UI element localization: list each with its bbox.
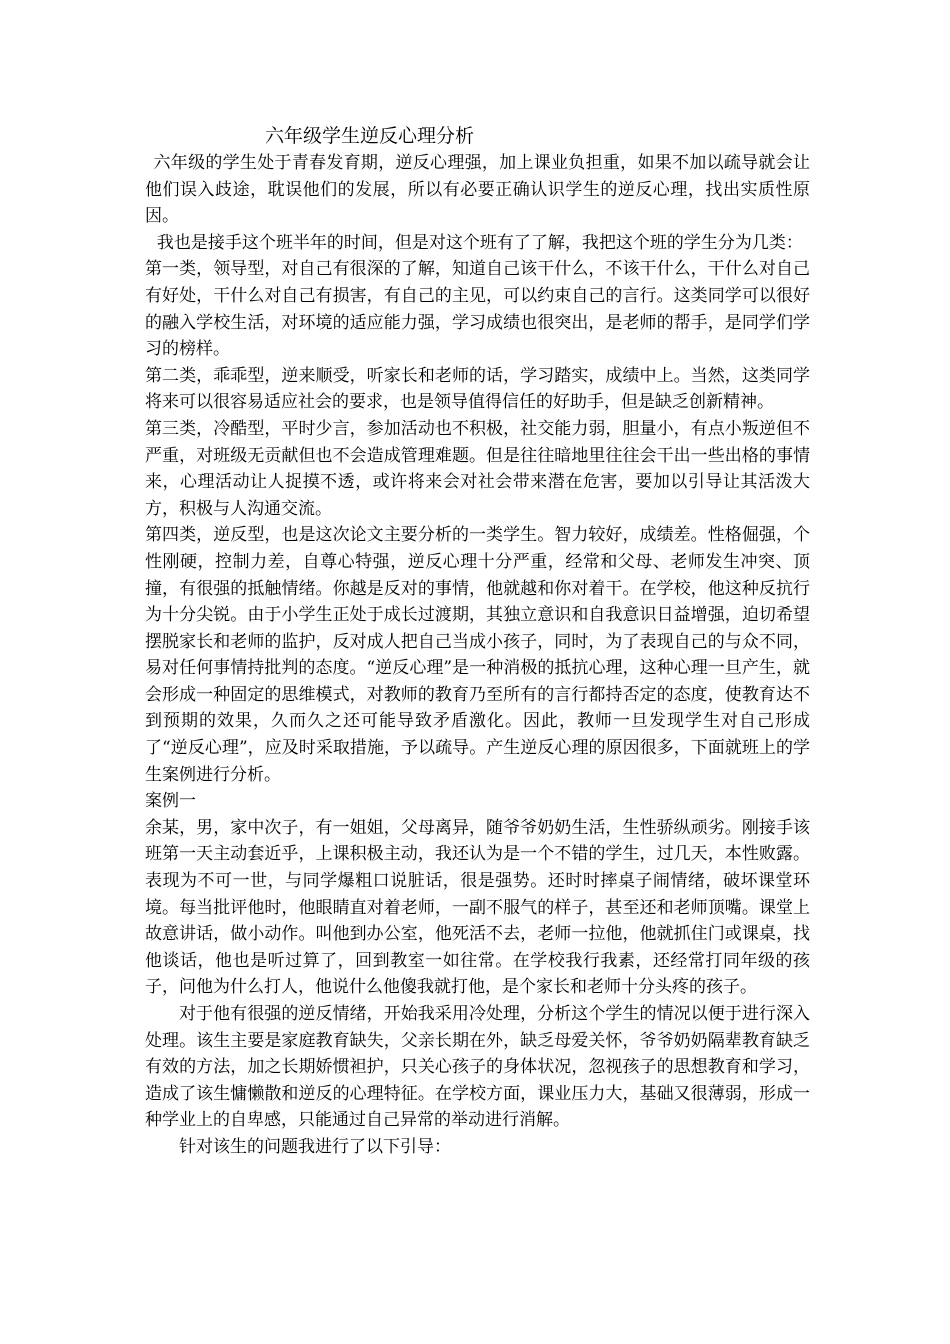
intro-paragraph: 六年级的学生处于青春发育期，逆反心理强，加上课业负担重，如果不加以疏导就会让他们误入歧途，耽误他们的发展，所以有必要正确认识学生的逆反心理，找出实质性原因。: [145, 153, 810, 227]
category-four-paragraph: 第四类，逆反型，也是这次论文主要分析的一类学生。智力较好，成绩差。性格倔强，个性刚硬，控制力差，自尊心特强，逆反心理十分严重，经常和父母、老师发生冲突、顶撞，有很强的抵触情绪。你越是反对的事情，他就越和你对着干。在学校，他这种反抗行为十分尖锐。由于小学生正处于成长过渡期，其独立意识和自我意识日益增强，迫切希望摆脱家长和老师的监护，反对成人把自己当成小孩子，同时，为了表现自己的与众不同，易对任何事情持批判的态度。“逆反心理”是一种消极的抵抗心理，这种心理一旦产生，就会形成一种固定的思维模式，对教师的教育乃至所有的言行都持否定的态度，使教育达不到预期的效果，久而久之还可能导致矛盾激化。因此，教师一旦发现学生对自己形成了“逆反心理”，应及时采取措施，予以疏导。产生逆反心理的原因很多，下面就班上的学生案例进行分析。: [145, 525, 810, 785]
case-analysis-paragraph: 对于他有很强的逆反情绪，开始我采用冷处理，分析这个学生的情况以便于进行深入处理。该生主要是家庭教育缺失，父亲长期在外，缺乏母爱关怀，爷爷奶奶隔辈教育缺乏有效的方法，加之长期娇惯袒护，只关心孩子的身体状况，忽视孩子的思想教育和学习，造成了该生慵懒散和逆反的心理特征。在学校方面，课业压力大，基础又很薄弱，形成一种学业上的自卑感，只能通过自己异常的举动进行消解。: [145, 1004, 810, 1131]
classification-intro-paragraph: 我也是接手这个班半年的时间，但是对这个班有了了解，我把这个班的学生分为几类：: [156, 232, 803, 253]
category-two-paragraph: 第二类，乖乖型，逆来顺受，听家长和老师的话，学习踏实，成绩中上。当然，这类同学将来可以很容易适应社会的要求，也是领导值得信任的好助手，但是缺乏创新精神。: [145, 365, 810, 413]
category-three-paragraph: 第三类，冷酷型，平时少言，参加活动也不积极，社交能力弱，胆量小，有点小叛逆但不严重，对班级无贡献但也不会造成管理难题。但是往往暗地里往往会干出一些出格的事情来，心理活动让人捉摸不透，或许将来会对社会带来潜在危害，要加以引导让其活泼大方，积极与人沟通交流。: [145, 418, 810, 519]
guidance-intro-paragraph: 针对该生的问题我进行了以下引导：: [179, 1136, 451, 1157]
case-heading: 案例一: [145, 791, 196, 812]
category-one-paragraph: 第一类，领导型，对自己有很深的了解，知道自己该干什么，不该干什么，干什么对自己有好处，干什么对自己有损害，有自己的主见，可以约束自己的言行。这类同学可以很好的融入学校生活，对环境的适应能力强，学习成绩也很突出，是老师的帮手，是同学们学习的榜样。: [145, 259, 810, 360]
document-page: [145, 122, 810, 1161]
case-description-paragraph: 余某，男，家中次子，有一姐姐，父母离异，随爷爷奶奶生活，生性骄纵顽劣。刚接手该班第一天主动套近乎，上课积极主动，我还认为是一个不错的学生，过几天，本性败露。表现为不可一世，与同学爆粗口说脏话，很是强势。还时时摔桌子闹情绪，破坏课堂环境。每当批评他时，他眼睛直对着老师，一副不服气的样子，甚至还和老师顶嘴。课堂上故意讲话，做小动作。叫他到办公室，他死活不去，老师一拉他，他就抓住门或课桌，找他谈话，他也是听过算了，回到教室一如往常。在学校我行我素，还经常打同年级的孩子，问他为什么打人，他说什么他傻我就打他，是个家长和老师十分头疼的孩子。: [145, 817, 810, 998]
document-title: 六年级学生逆反心理分析: [265, 125, 475, 147]
